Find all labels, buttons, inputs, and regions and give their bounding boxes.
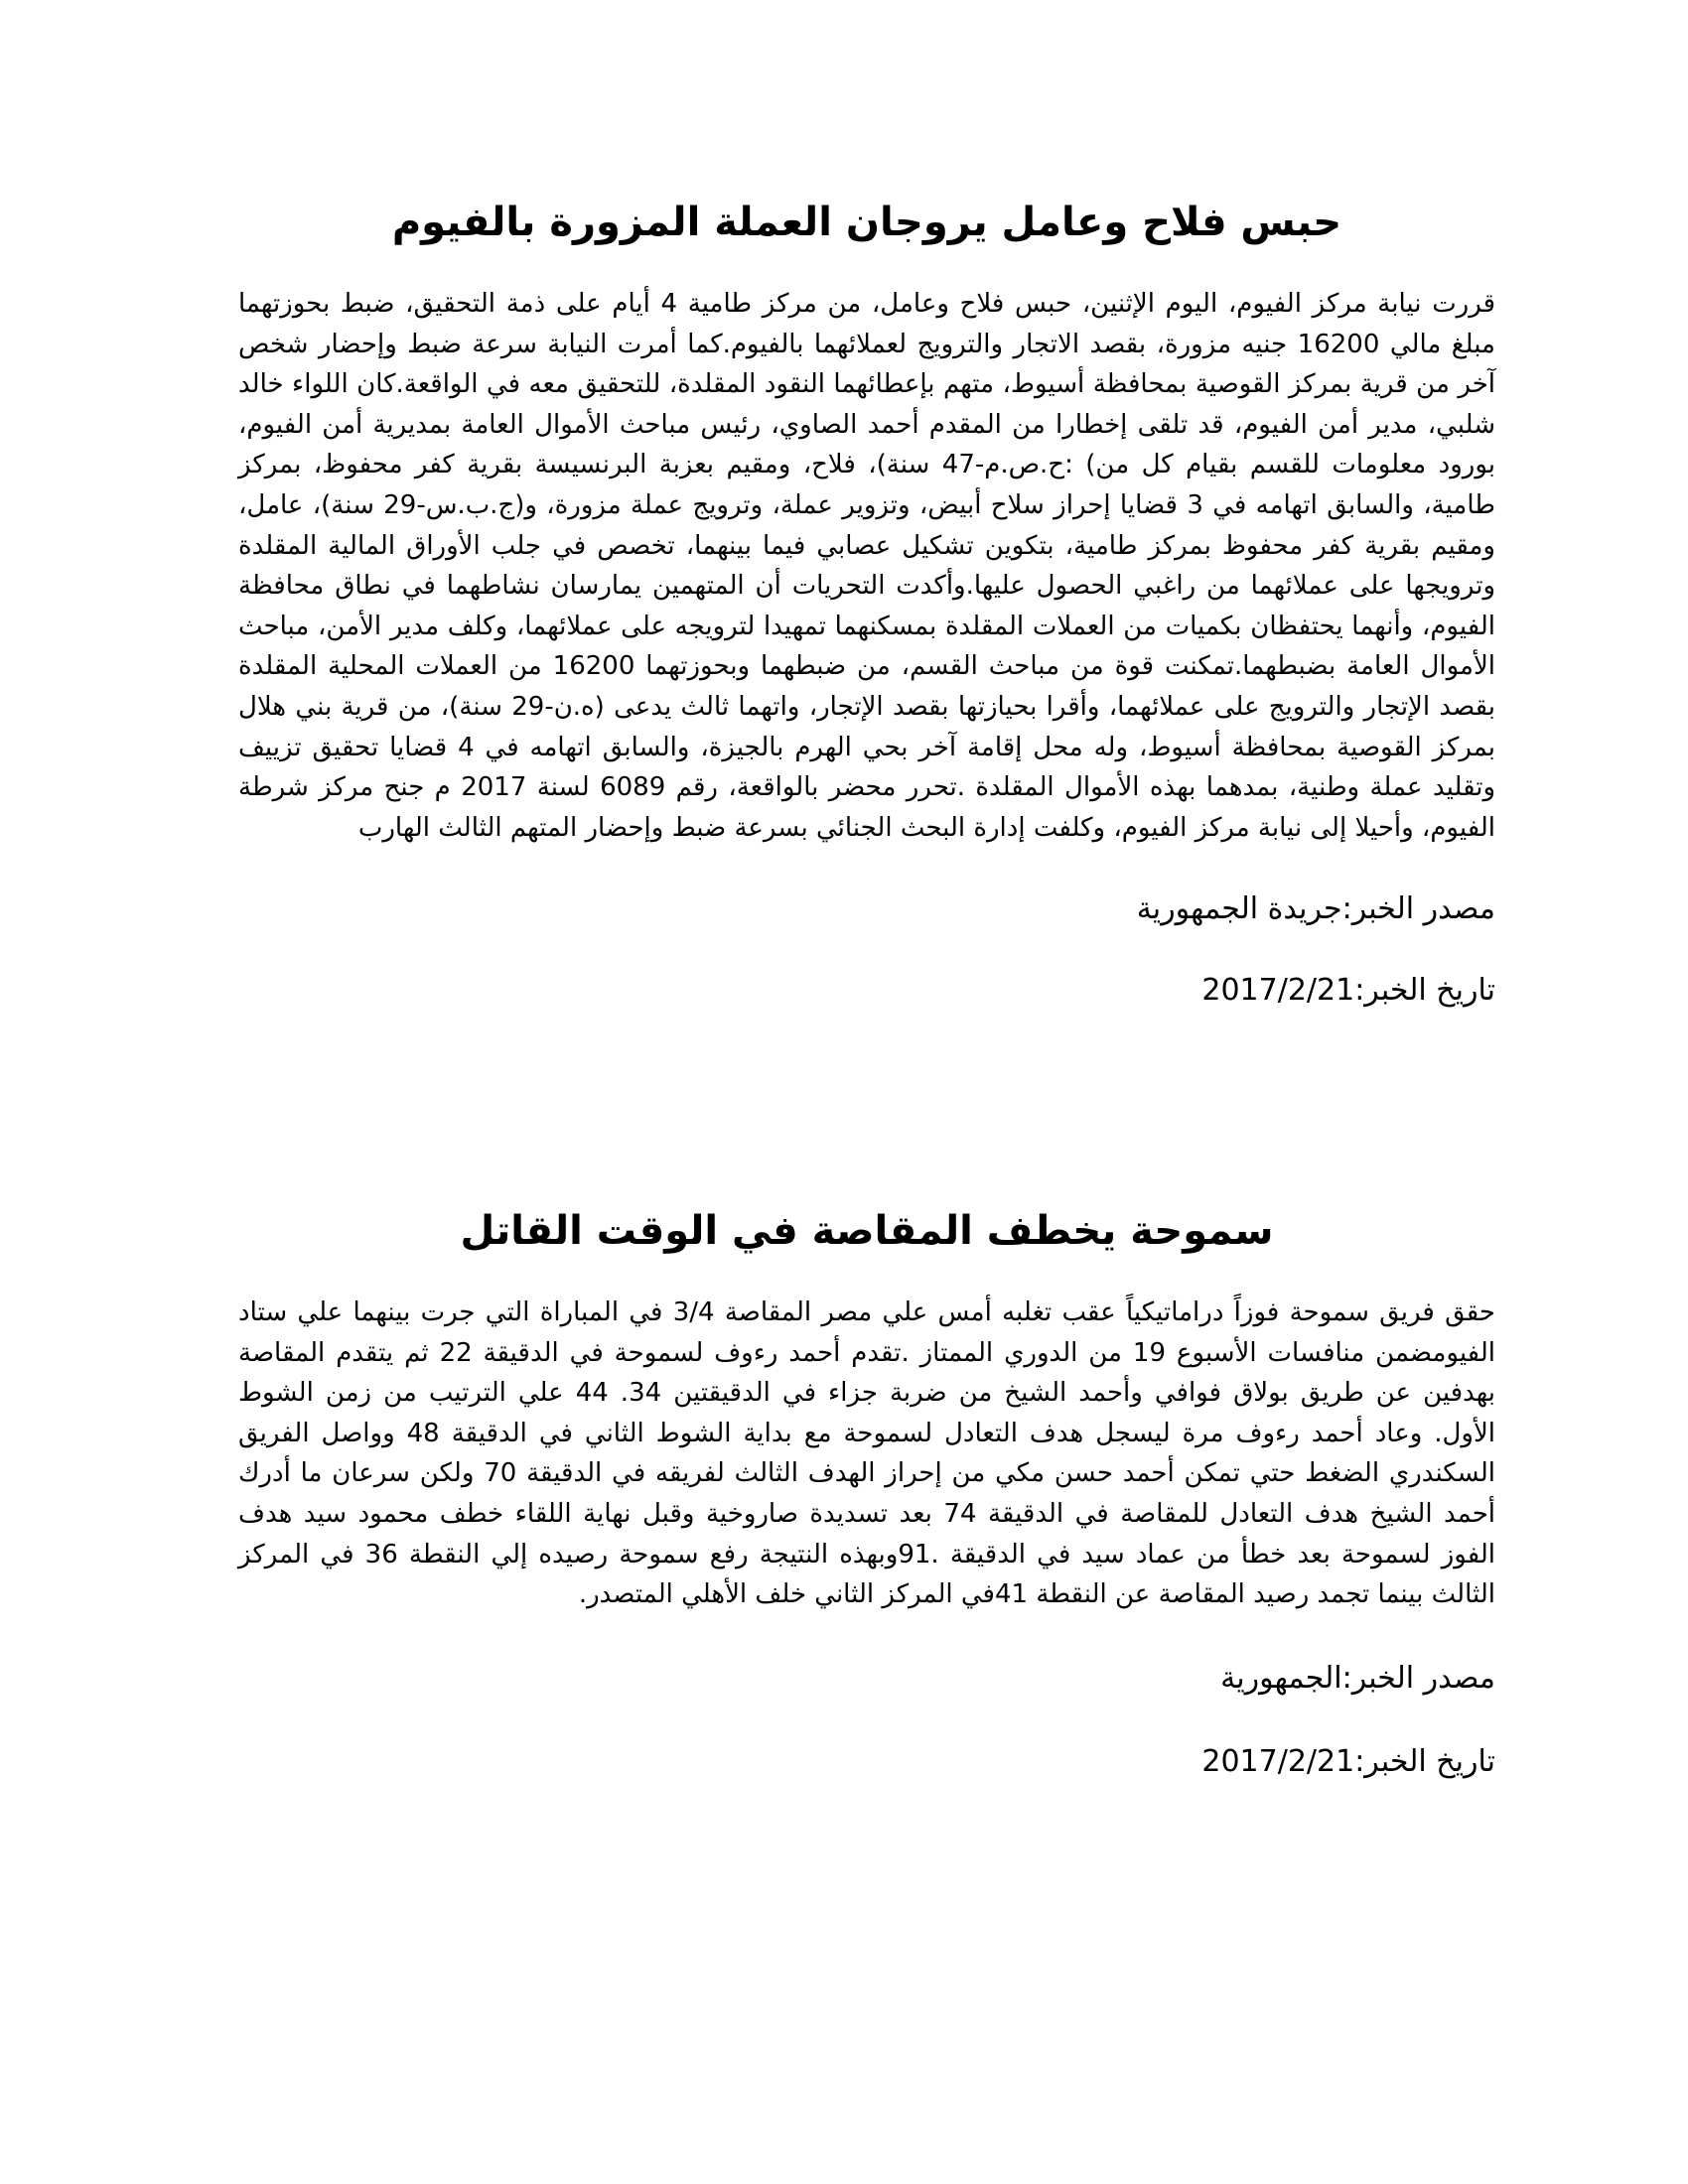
- article-headline: سموحة يخطف المقاصة في الوقت القاتل: [460, 1208, 1274, 1254]
- article-headline: حبس فلاح وعامل يروجان العملة المزورة بالفيوم: [391, 200, 1342, 245]
- article-date: تاريخ الخبر:2017/2/21: [1201, 973, 1495, 1009]
- article-date: تاريخ الخبر:2017/2/21: [1201, 1743, 1495, 1779]
- article-body: قررت نيابة مركز الفيوم، اليوم الإثنين، حبس فلاح وعامل، من مركز طامية 4 أيام على ذمة التحقيق، ضبط بحوزتهما مبلغ مالي 16200 جنيه مزورة، بقصد الاتجار والترويج لعملائهما بالفيوم.كما أمرت النيابة سرعة ضبط وإحضار شخص آخر من قرية بمركز القوصية بمحافظة أسيوط، متهم بإعطائهما النقود المقلدة، للتحقيق معه في الواقعة.كان اللواء خالد شلبي، مدير أمن الفيوم، قد تلقى إخطارا من المقدم أحمد الصاوي، رئيس مباحث الأموال العامة بمديرية أمن الفيوم، بورود معلومات للقسم بقيام كل من) :ح.ص.م-47 سنة)، فلاح، ومقيم بعزبة البرنسيسة بقرية كفر محفوظ، بمركز طامية، والسابق اتهامه في 3 قضايا إحراز سلاح أبيض، وتزوير عملة، وترويج عملة مزورة، و(ج.ب.س-29 سنة)، عامل، ومقيم بقرية كفر محفوظ بمركز طامية، بتكوين تشكيل عصابي فيما بينهما، تخصص في جلب الأوراق المالية المقلدة وترويجها على عملائهما من راغبي الحصول عليها.وأكدت التحريات أن المتهمين يمارسان نشاطهما في نطاق محافظة الفيوم، وأنهما يحتفظان بكميات من العملات المقلدة بمسكنهما تمهيدا لترويجه على عملائهما، وكلف مدير الأمن، مباحث الأموال العامة بضبطهما.تمكنت قوة من مباحث القسم، من ضبطهما وبحوزتهما 16200 من العملات المحلية المقلدة بقصد الإتجار والترويج على عملائهما، وأقرا بحيازتها بقصد الإتجار، واتهما ثالث يدعى (ه.ن-29 سنة)، من قرية بني هلال بمركز القوصية بمحافظة أسيوط، وله محل إقامة آخر بحي الهرم بالجيزة، والسابق اتهامه في 4 قضايا تحقيق تزييف وتقليد عملة وطنية، بمدهما بهذه الأموال المقلدة .تحرر محضر بالواقعة، رقم 6089 لسنة 2017 م جنح مركز شرطة الفيوم، وأحيلا إلى نيابة مركز الفيوم، وكلفت إدارة البحث الجنائي بسرعة ضبط وإحضار المتهم الثالث الهارب: [238, 289, 1496, 843]
- news-article-counterfeit-currency: [238, 195, 1495, 1011]
- article-source: مصدر الخبر:الجمهورية: [1220, 1660, 1495, 1696]
- news-article-smouha-match: [238, 1203, 1495, 1782]
- article-body: حقق فريق سموحة فوزاً دراماتيكياً عقب تغلبه أمس علي مصر المقاصة 3/4 في المباراة التي جرت بينهما علي ستاد الفيومضمن منافسات الأسبوع 19 من الدوري الممتاز .تقدم أحمد رءوف لسموحة في الدقيقة 22 ثم يتقدم المقاصة بهدفين عن طريق بولاق فوافي وأحمد الشيخ من ضربة جزاء في الدقيقتين 34. 44 علي الترتيب من زمن الشوط الأول. وعاد أحمد رءوف مرة ليسجل هدف التعادل لسموحة مع بداية الشوط الثاني في الدقيقة 48 وواصل الفريق السكندري الضغط حتي تمكن أحمد حسن مكي من إحراز الهدف الثالث لفريقه في الدقيقة 70 ولكن سرعان ما أدرك أحمد الشيخ هدف التعادل للمقاصة في الدقيقة 74 بعد تسديدة صاروخية وقبل نهاية اللقاء خطف محمود سيد هدف الفوز لسموحة بعد خطأ من عماد سيد في الدقيقة .91وبهذه النتيجة رفع سموحة رصيده إلي النقطة 36 في المركز الثالث بينما تجمد رصيد المقاصة عن النقطة 41في المركز الثاني خلف الأهلي المتصدر.: [238, 1297, 1496, 1610]
- article-source: مصدر الخبر:جريدة الجمهورية: [1136, 891, 1495, 927]
